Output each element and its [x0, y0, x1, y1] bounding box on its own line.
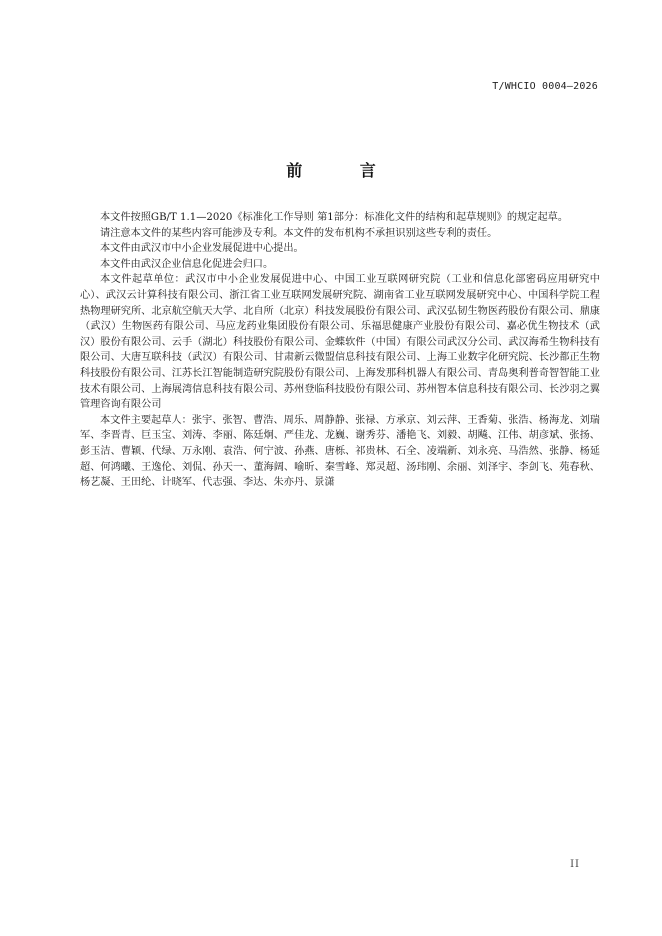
- paragraph-drafters: 本文件主要起草人：张宇、张智、曹浩、周乐、周静静、张禄、方承京、刘云萍、王香菊、张浩、杨海龙、刘瑞军、李晋青、巨玉宝、刘涛、李丽、陈廷炯、严佳龙、龙巍、谢秀芬、潘艳飞、刘毅、胡飚、江伟、胡彦斌、张扬、彭玉洁、曹颖、代绿、万永刚、袁浩、何宁波、孙燕、唐栎、祁贵林、石全、凌端新、刘永亮、马浩然、张静、杨延超、何鸿曦、王逸伦、刘侃、孙天一、董海阔、喻昕、秦雪峰、郑灵超、汤玮刚、余丽、刘泽宇、李剑飞、苑春秋、杨艺凝、王田纶、计晓军、代志强、李达、朱亦丹、景潇: [80, 414, 600, 489]
- paragraph-drafting-units: 本文件起草单位：武汉市中小企业发展促进中心、中国工业互联网研究院（工业和信息化部密码应用研究中心）、武汉云计算科技有限公司、浙江省工业互联网发展研究院、湖南省工业互联网发展研究中心、中国科学院工程热物理研究所、北京航空航天大学、北自所（北京）科技发展股份有限公司、武汉弘韧生物医药股份有限公司、鼎康（武汉）生物医药有限公司、马应龙药业集团股份有限公司、乐福思健康产业股份有限公司、嘉必优生物技术（武汉）股份有限公司、云手（湖北）科技股份有限公司、金蝶软件（中国）有限公司武汉分公司、武汉海希生物科技有限公司、大唐互联科技（武汉）有限公司、甘肃新云微盟信息科技有限公司、上海工业数字化研究院、长沙都正生物科技股份有限公司、江苏长江智能制造研究院股份有限公司、上海发那科机器人有限公司、青岛奥利普奇智智能工业技术有限公司、上海展湾信息科技有限公司、苏州登临科技股份有限公司、苏州智本信息科技有限公司、长沙羽之翼管理咨询有限公司: [80, 274, 600, 411]
- page-number: II: [570, 859, 580, 870]
- paragraph-governing-body: 本文件由武汉企业信息化促进会归口。: [100, 258, 274, 270]
- foreword-body: [80, 210, 600, 491]
- document-code: T/WHCIO 0004—2026: [492, 81, 598, 92]
- paragraph-drafting-rules: 本文件按照GB/T 1.1—2020《标准化工作导则 第1部分：标准化文件的结构和起草规则》的规定起草。: [100, 212, 569, 223]
- page-title: 前 言: [286, 161, 402, 180]
- paragraph-patent-notice: 请注意本文件的某些内容可能涉及专利。本文件的发布机构不承担识别这些专利的责任。: [100, 227, 498, 239]
- paragraph-proposer: 本文件由武汉市中小企业发展促进中心提出。: [100, 243, 304, 255]
